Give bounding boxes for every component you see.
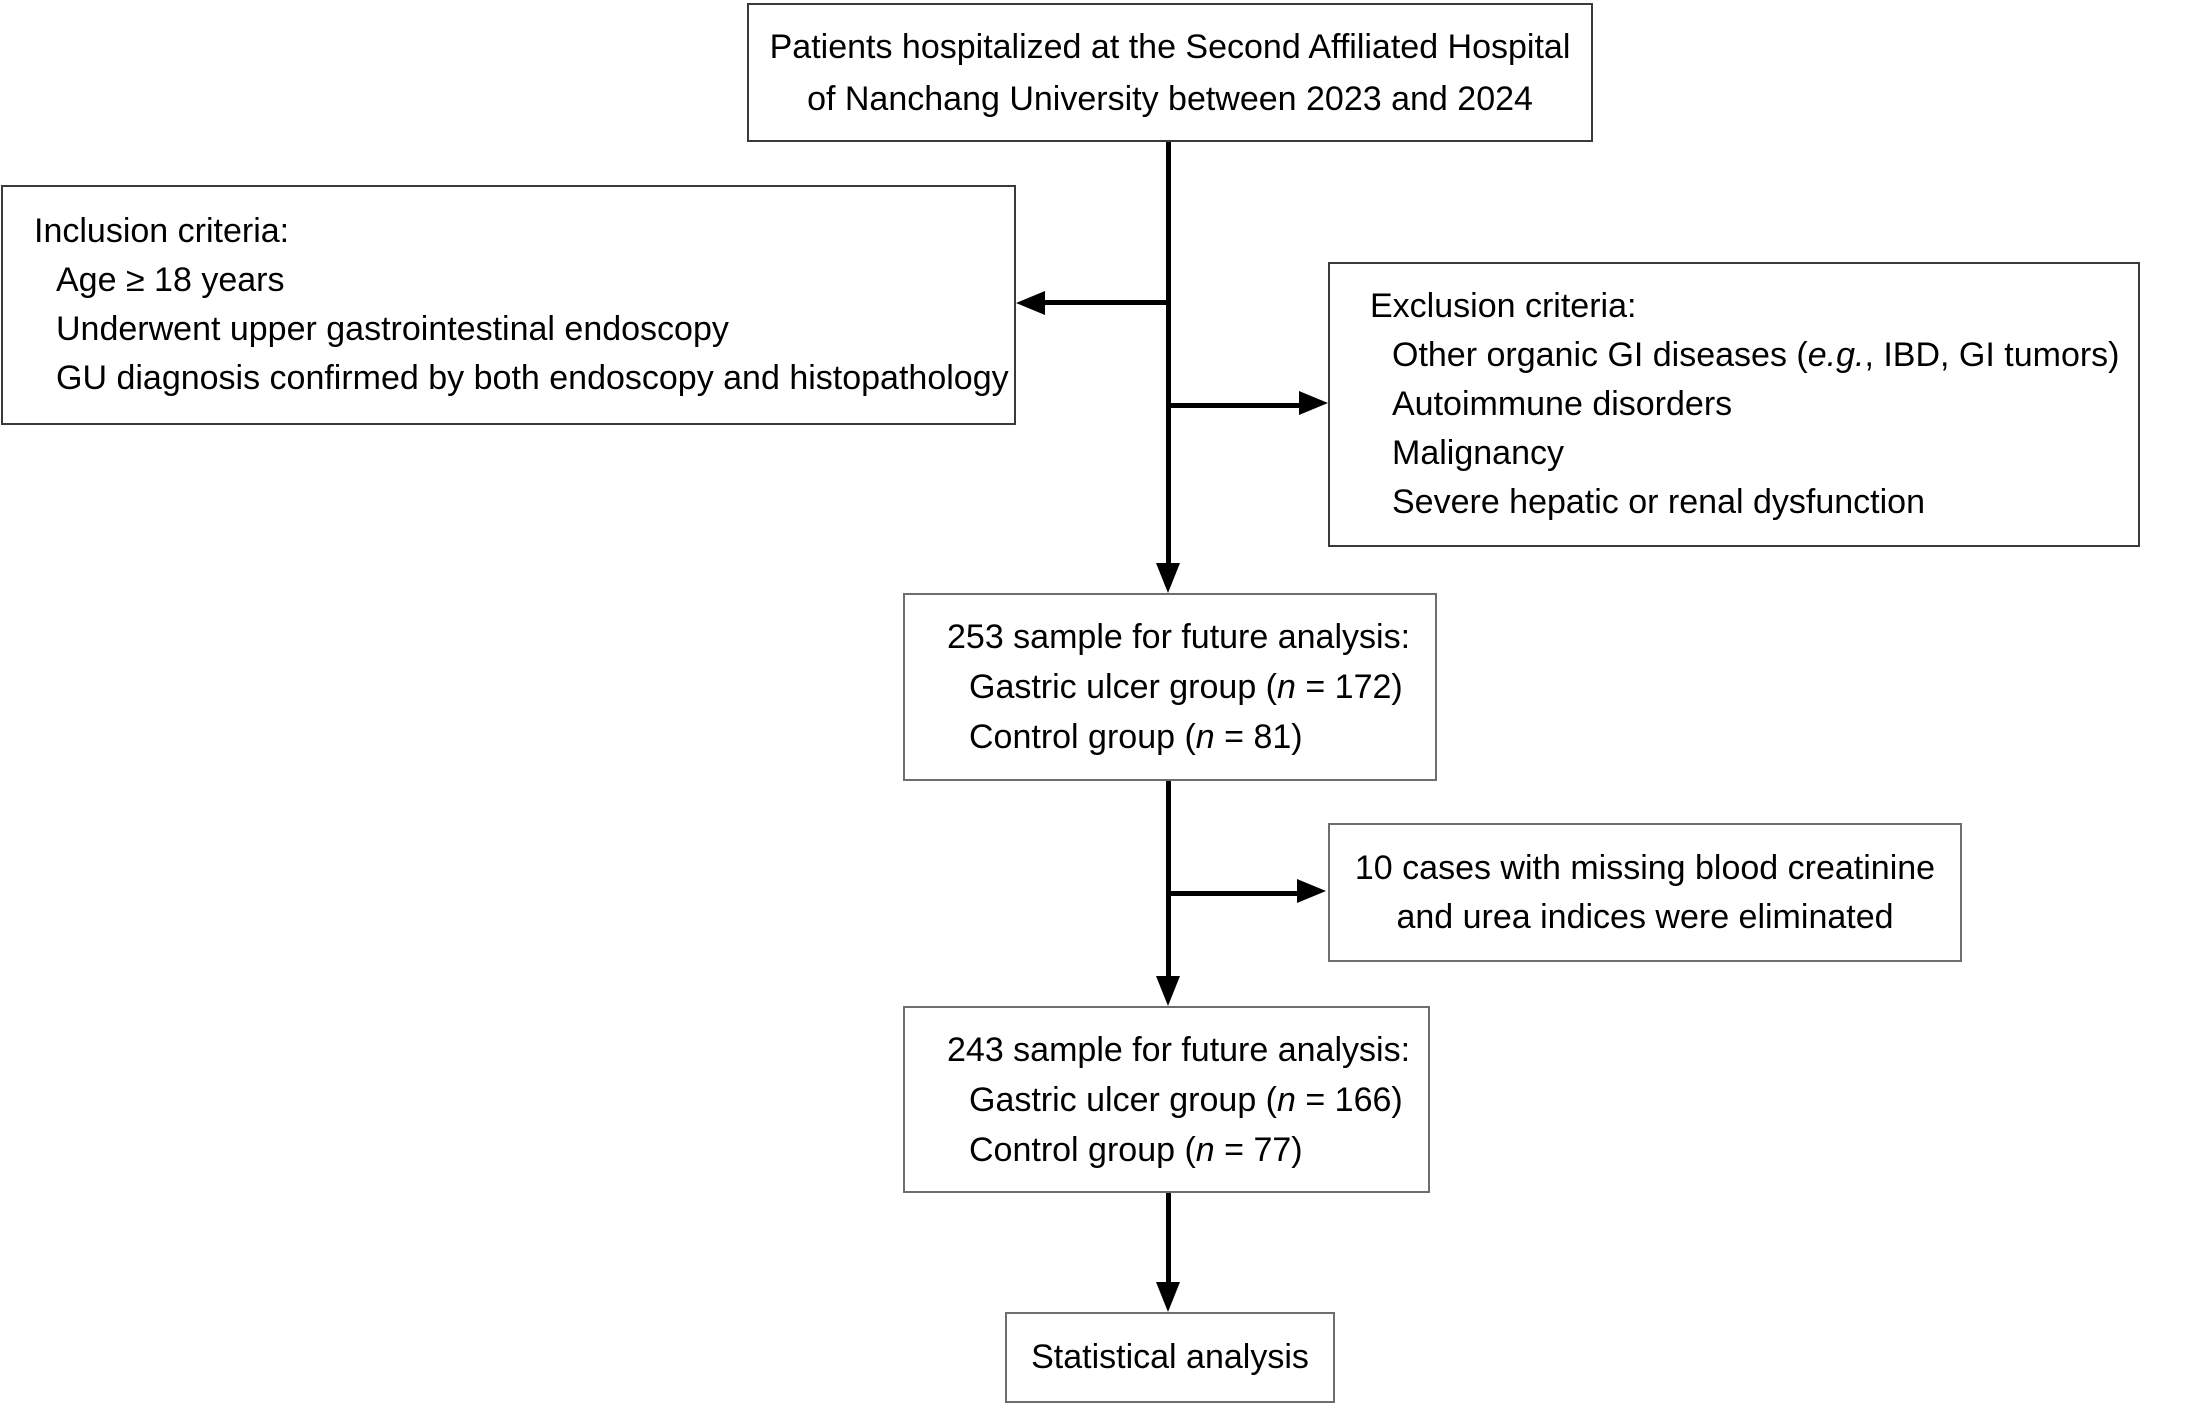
statistical-analysis-box xyxy=(1005,1312,1335,1403)
text-segment: Gastric ulcer group ( xyxy=(969,668,1277,706)
sample243-title: 243 sample for future analysis: xyxy=(947,1031,1411,1069)
exclusion-item xyxy=(1392,478,2138,527)
sample243-item xyxy=(969,1125,1428,1175)
text-segment: Age ≥ 18 years xyxy=(56,261,285,299)
sample253-title: 253 sample for future analysis: xyxy=(947,618,1411,656)
source-line-2: of Nanchang University between 2023 and 2024 xyxy=(807,79,1533,118)
inclusion-criteria-box xyxy=(1,185,1016,425)
italic-term: n xyxy=(1195,1131,1215,1169)
flow-line-sample253-to-sample243 xyxy=(1166,781,1171,978)
sample243-item xyxy=(969,1075,1428,1125)
arrowhead-right-eliminated xyxy=(1297,879,1326,903)
arrowhead-left-inclusion xyxy=(1016,291,1045,315)
exclusion-title: Exclusion criteria: xyxy=(1370,287,1637,325)
flow-line-to-inclusion xyxy=(1045,300,1170,305)
text-segment: Gastric ulcer group ( xyxy=(969,1081,1277,1119)
inclusion-item xyxy=(56,305,1014,354)
sample253-item xyxy=(969,662,1435,712)
text-segment: , IBD, GI tumors) xyxy=(1864,336,2120,374)
flow-line-source-to-sample253 xyxy=(1166,142,1171,566)
text-segment: Other organic GI diseases ( xyxy=(1392,336,1808,374)
text-segment: = 172) xyxy=(1295,668,1403,706)
text-segment: Control group ( xyxy=(969,1131,1196,1169)
italic-term: n xyxy=(1195,718,1215,756)
inclusion-item xyxy=(56,256,1014,305)
source-population-box xyxy=(747,3,1593,142)
eliminated-cases-box xyxy=(1328,823,1962,962)
text-segment: Malignancy xyxy=(1392,434,1564,472)
source-line-1: Patients hospitalized at the Second Affiliated Hospital xyxy=(769,27,1571,66)
text-segment: = 166) xyxy=(1295,1081,1403,1119)
flow-line-to-exclusion xyxy=(1166,403,1301,408)
italic-term: e.g. xyxy=(1807,336,1865,374)
text-segment: Control group ( xyxy=(969,718,1196,756)
flow-line-to-eliminated xyxy=(1166,891,1298,896)
inclusion-title: Inclusion criteria: xyxy=(34,212,290,250)
text-segment: = 77) xyxy=(1214,1131,1303,1169)
arrowhead-right-exclusion xyxy=(1299,391,1328,415)
text-segment: = 81) xyxy=(1214,718,1303,756)
arrowhead-down-sample253 xyxy=(1156,563,1180,593)
text-segment: GU diagnosis confirmed by both endoscopy and histopathology xyxy=(56,359,1009,397)
text-segment: Autoimmune disorders xyxy=(1392,385,1733,423)
exclusion-item xyxy=(1392,380,2138,429)
exclusion-item xyxy=(1392,331,2138,380)
italic-term: n xyxy=(1277,668,1296,706)
statistical-label: Statistical analysis xyxy=(1031,1338,1309,1376)
exclusion-item xyxy=(1392,429,2138,478)
flow-line-sample243-to-statistical xyxy=(1166,1193,1171,1284)
eliminated-line-1: 10 cases with missing blood creatinine xyxy=(1354,848,1936,887)
text-segment: Severe hepatic or renal dysfunction xyxy=(1392,483,1925,521)
arrowhead-down-sample243 xyxy=(1156,976,1180,1006)
sample253-item xyxy=(969,712,1435,762)
inclusion-item xyxy=(56,354,1014,403)
exclusion-criteria-box xyxy=(1328,262,2140,547)
final-sample-box xyxy=(903,1006,1430,1193)
initial-sample-box xyxy=(903,593,1437,781)
arrowhead-down-statistical xyxy=(1156,1282,1180,1312)
italic-term: n xyxy=(1277,1081,1296,1119)
text-segment: Underwent upper gastrointestinal endoscopy xyxy=(56,310,729,348)
eliminated-line-2: and urea indices were eliminated xyxy=(1396,897,1894,936)
